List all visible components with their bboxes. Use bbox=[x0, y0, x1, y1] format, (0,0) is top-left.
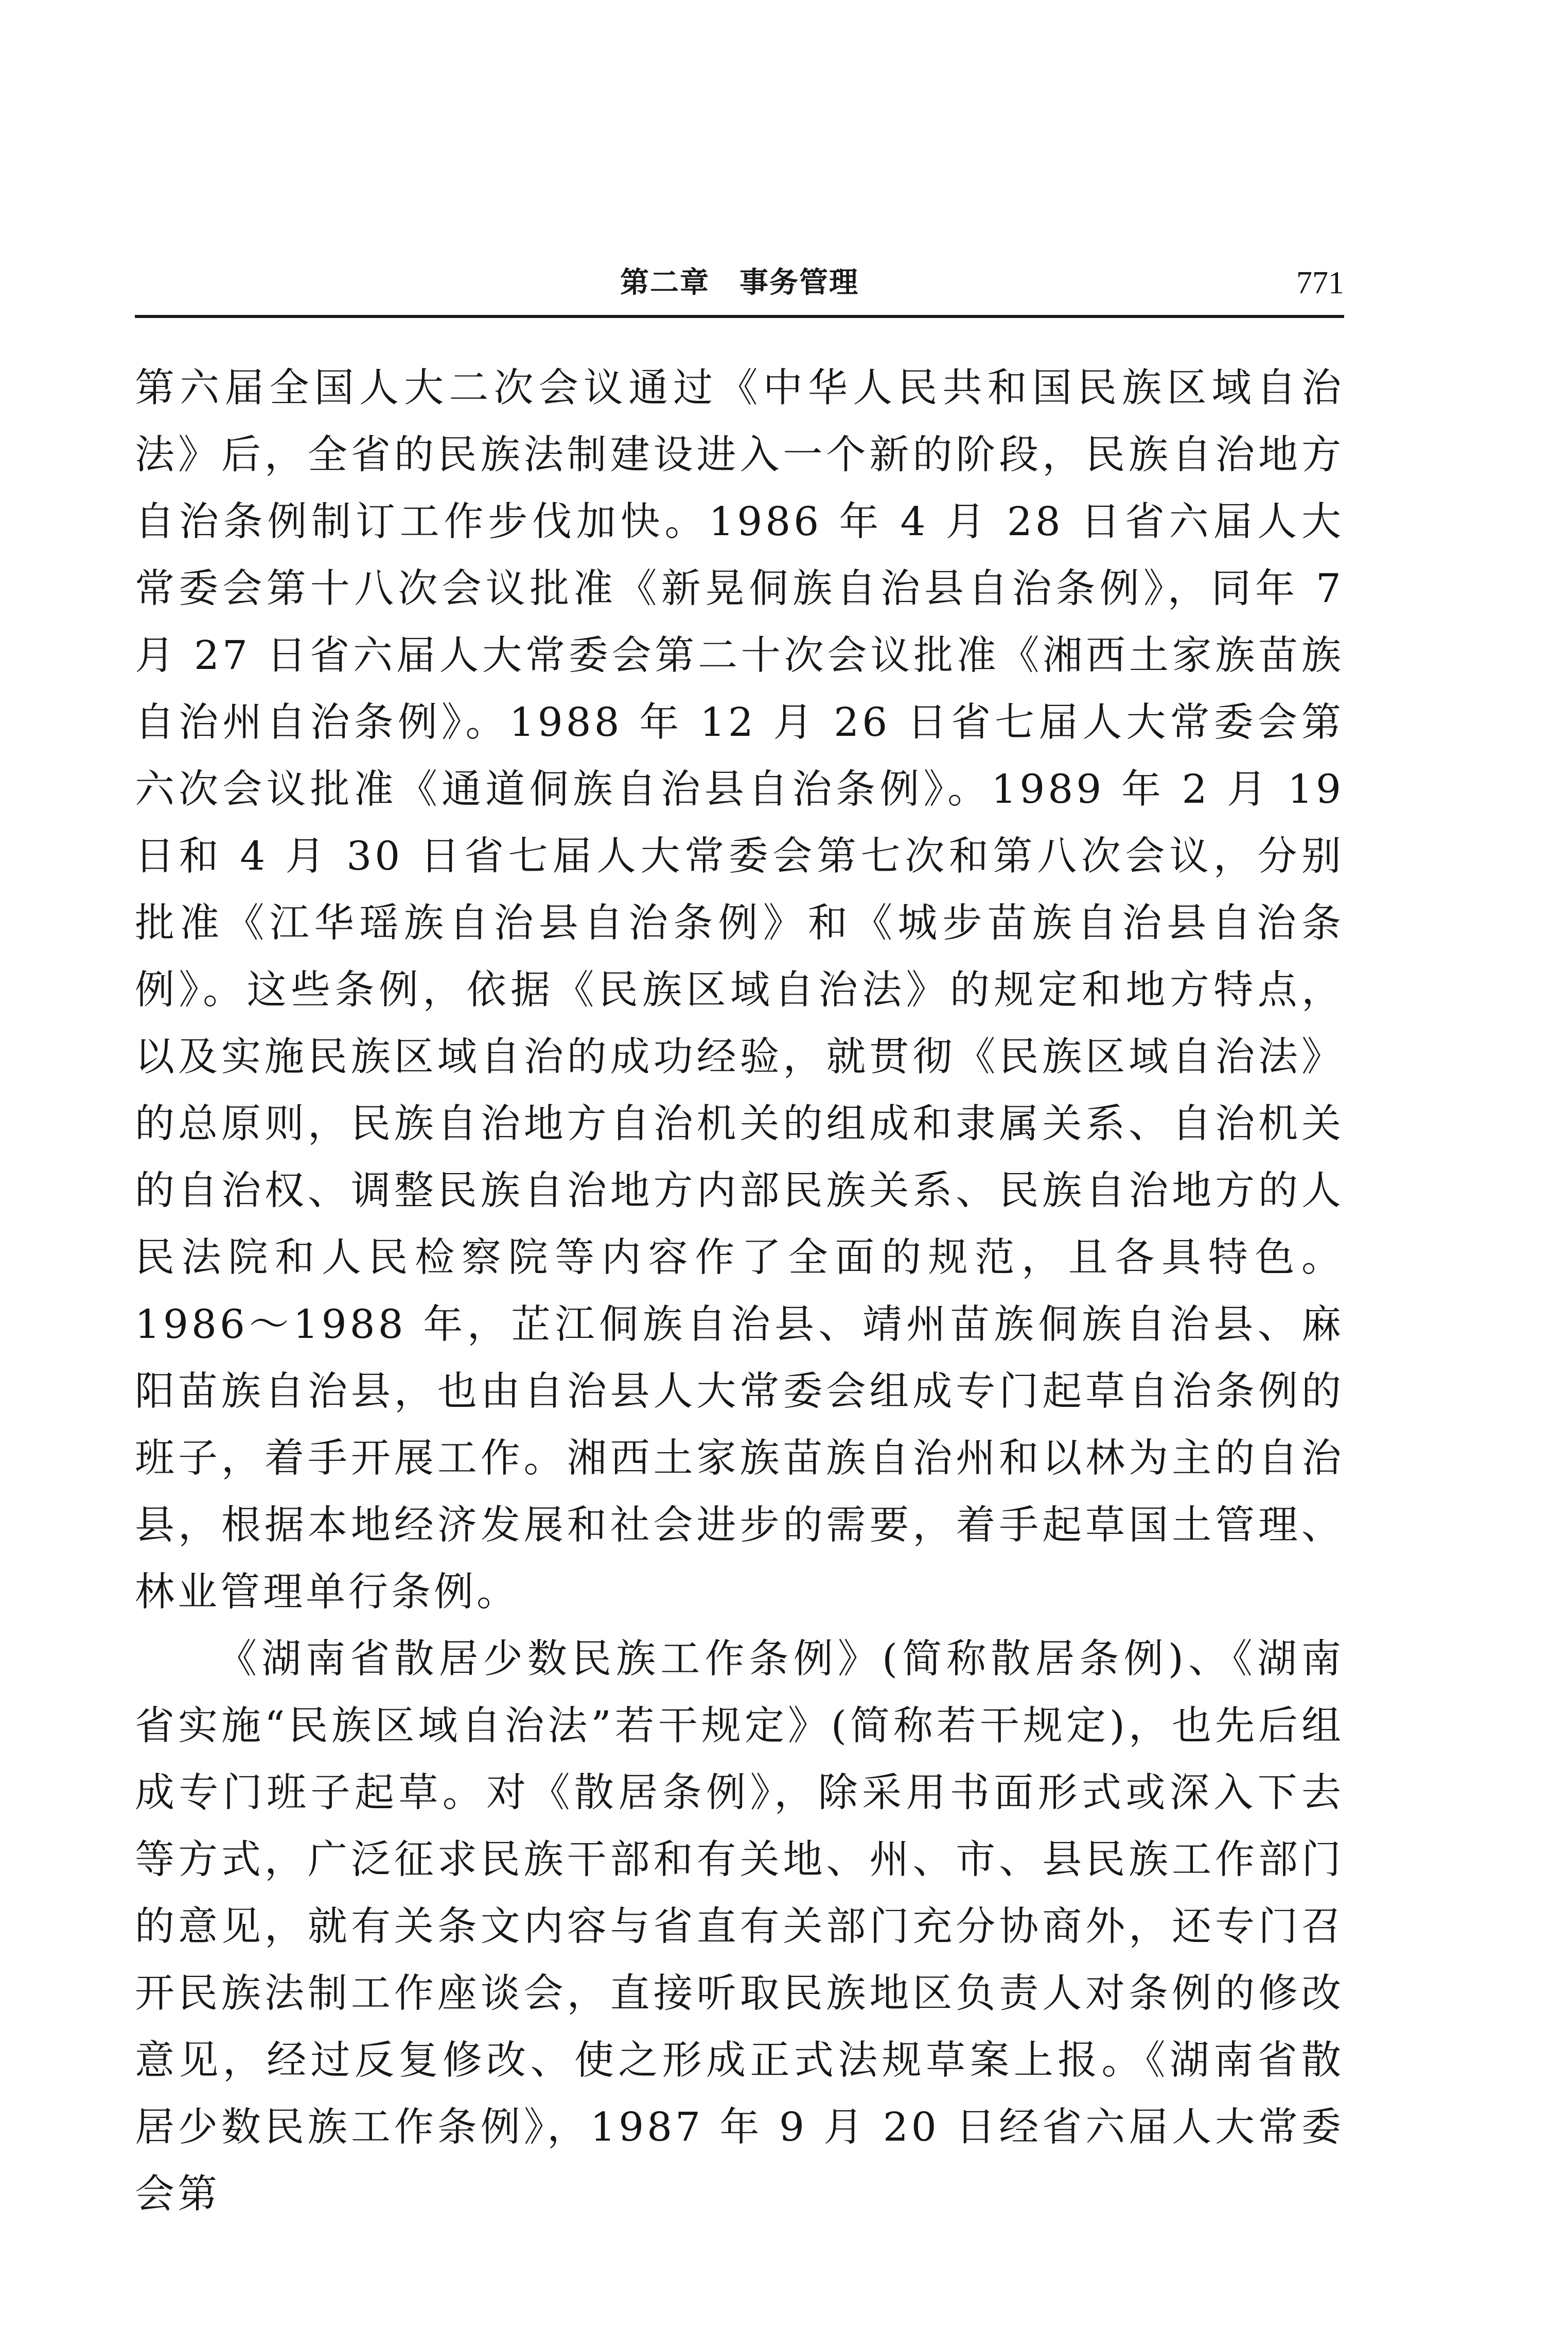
paragraph-2: 《湖南省散居少数民族工作条例》(简称散居条例)、《湖南省实施“民族区域自治法”若干规定》(简称若干规定)，也先后组成专门班子起草。对《散居条例》，除采用书面形式或深入下去等方式，广泛征求民族干部和有关地、州、市、县民族工作部门的意见，就有关条文内容与省直有关部门充分协商外，还专门召开民族法制工作座谈会，直接听取民族地区负责人对条例的修改意见，经过反复修改、使之形成正式法规草案上报。《湖南省散居少数民族工作条例》，1987 年 9 月 20 日经省六届人大常委会第 bbox=[135, 1636, 1344, 2217]
body-text bbox=[135, 355, 1344, 2228]
chapter-title: 第二章 事务管理 bbox=[620, 266, 859, 299]
page-header bbox=[135, 252, 1344, 324]
header-rule bbox=[135, 315, 1344, 318]
page-number: 771 bbox=[1296, 266, 1344, 301]
paragraph-1: 第六届全国人大二次会议通过《中华人民共和国民族区域自治法》后，全省的民族法制建设进入一个新的阶段，民族自治地方自治条例制订工作步伐加快。1986 年 4 月 28 日省六届人大常委会第十八次会议批准《新晃侗族自治县自治条例》，同年 7 月 27 日省六届人大常委会第二十次会议批准《湘西土家族苗族自治州自治条例》。1988 年 12 月 26 日省七届人大常委会第六次会议批准《通道侗族自治县自治条例》。1989 年 2 月 19 日和 4 月 30 日省七届人大常委会第七次和第八次会议，分别批准《江华瑶族自治县自治条例》和《城步苗族自治县自治条例》。这些条例，依据《民族区域自治法》的规定和地方特点，以及实施民族区域自治的成功经验，就贯彻《民族区域自治法》的总原则，民族自治地方自治机关的组成和隶属关系、自治机关的自治权、调整民族自治地方内部民族关系、民族自治地方的人民法院和人民检察院等内容作了全面的规范，且各具特色。1986～1988 年，芷江侗族自治县、靖州苗族侗族自治县、麻阳苗族自治县，也由自治县人大常委会组成专门起草自治条例的班子，着手开展工作。湘西土家族苗族自治州和以林为主的自治县，根据本地经济发展和社会进步的需要，着手起草国土管理、林业管理单行条例。 bbox=[135, 365, 1344, 1615]
